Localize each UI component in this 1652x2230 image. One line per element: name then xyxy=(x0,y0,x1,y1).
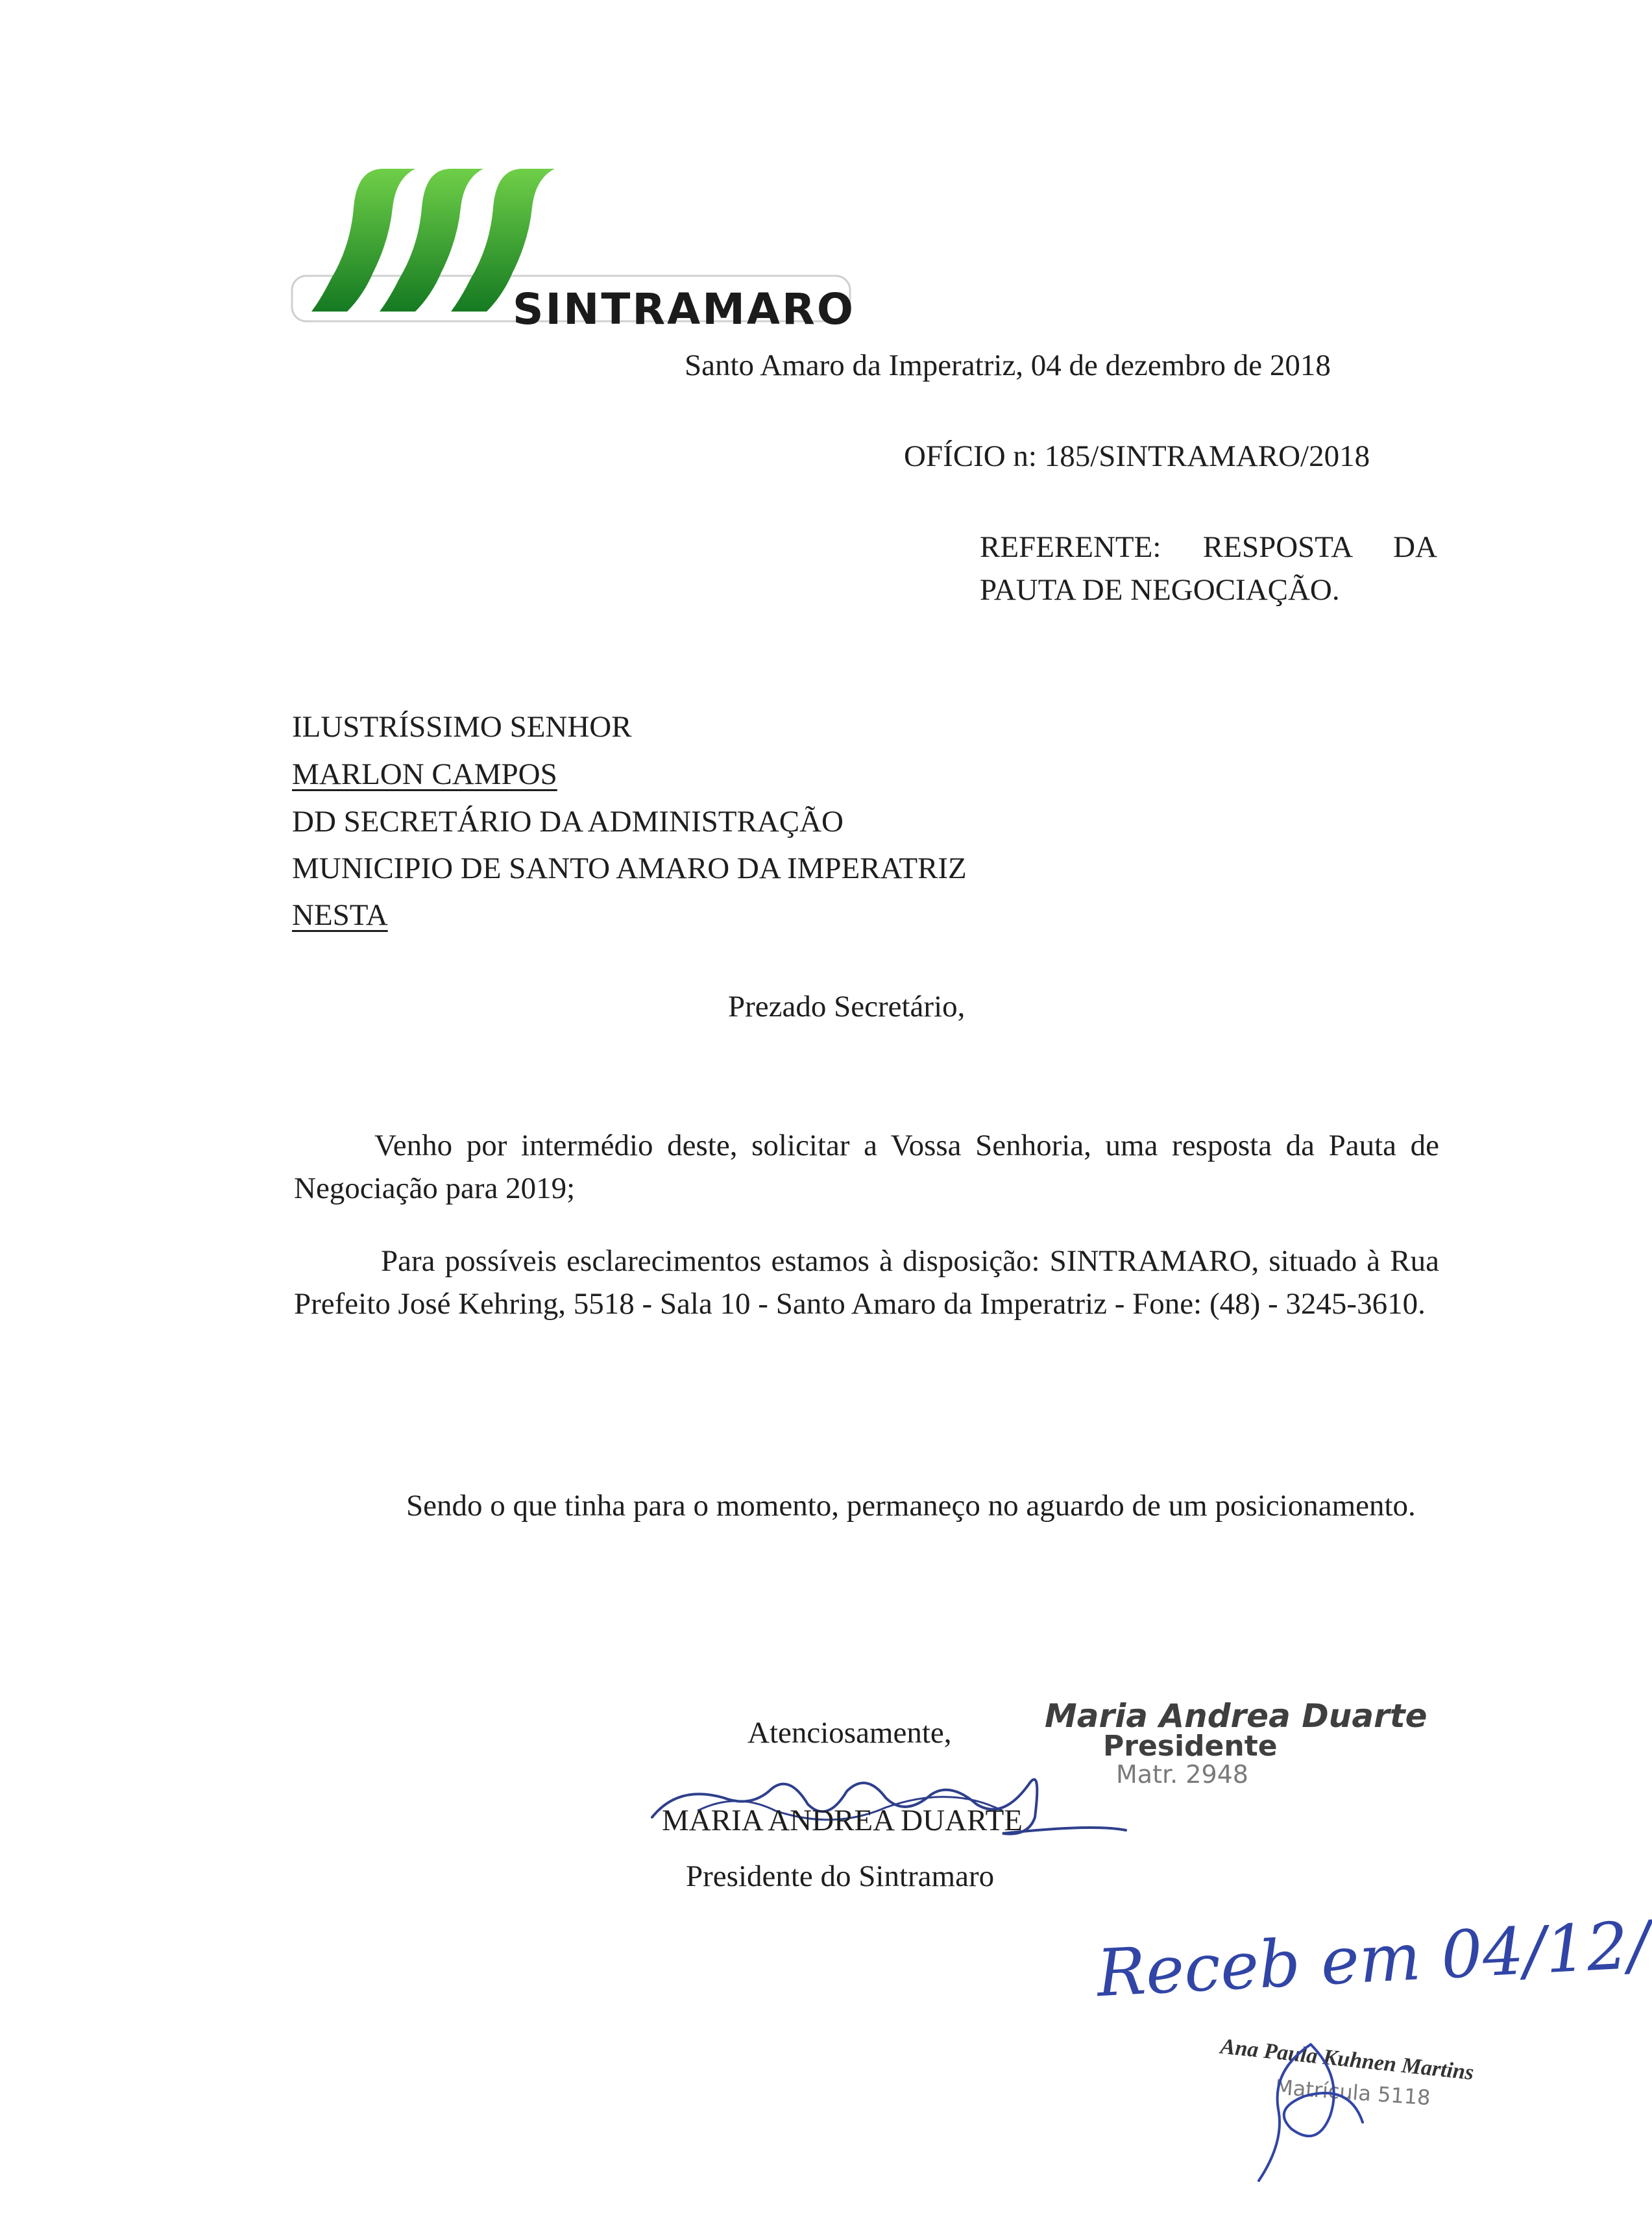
recipient-municipality: MUNICIPIO DE SANTO AMARO DA IMPERATRIZ xyxy=(292,852,967,885)
receipt-initials-icon xyxy=(1233,2031,1382,2194)
salutation: Prezado Secretário, xyxy=(728,990,966,1023)
receipt-handwritten: Receb em 04/12/ xyxy=(1095,1906,1652,2012)
recipient-title: DD SECRETÁRIO DA ADMINISTRAÇÃO xyxy=(292,805,844,839)
place-date: Santo Amaro da Imperatriz, 04 de dezembro de 2018 xyxy=(685,349,1331,382)
paragraph-contact: Para possíveis esclarecimentos estamos à disposição: SINTRAMARO, situado à Rua Prefeito José Kehring, 5518 - Sala 10 - Santo Amaro da Imperatriz - Fone: (48) - 3245-3610. xyxy=(294,1244,1439,1321)
referente-line-1: REFERENTE: RESPOSTA DA xyxy=(980,530,1437,564)
stamp-title: Presidente xyxy=(1103,1730,1278,1763)
signer-name: MARIA ANDREA DUARTE xyxy=(662,1804,1023,1837)
recipient-salutation: ILUSTRÍSSIMO SENHOR xyxy=(292,710,632,744)
referente-line-2: PAUTA DE NEGOCIAÇÃO. xyxy=(980,573,1340,607)
paragraph-closing: Sendo o que tinha para o momento, permaneço no aguardo de um posicionamento. xyxy=(406,1489,1416,1523)
stamp-registration: Matr. 2948 xyxy=(1116,1760,1248,1789)
recipient-name: MARLON CAMPOS xyxy=(292,757,557,791)
oficio-number: OFÍCIO n: 185/SINTRAMARO/2018 xyxy=(904,439,1370,473)
receipt-stamp-registration: Matrícula 5118 xyxy=(1274,2074,1431,2111)
logo-wordmark: SINTRAMARO xyxy=(513,284,855,334)
signer-role: Presidente do Sintramaro xyxy=(686,1859,995,1893)
receipt-stamp-name: Ana Paula Kuhnen Martins xyxy=(1219,2034,1476,2085)
paragraph-request: Venho por intermédio deste, solicitar a Vossa Senhoria, uma resposta da Pauta de Negociação para 2019; xyxy=(294,1129,1439,1205)
recipient-nesta: NESTA xyxy=(292,898,388,932)
closing-greeting: Atenciosamente, xyxy=(747,1716,952,1750)
stamp-name: Maria Andrea Duarte xyxy=(1045,1697,1427,1735)
